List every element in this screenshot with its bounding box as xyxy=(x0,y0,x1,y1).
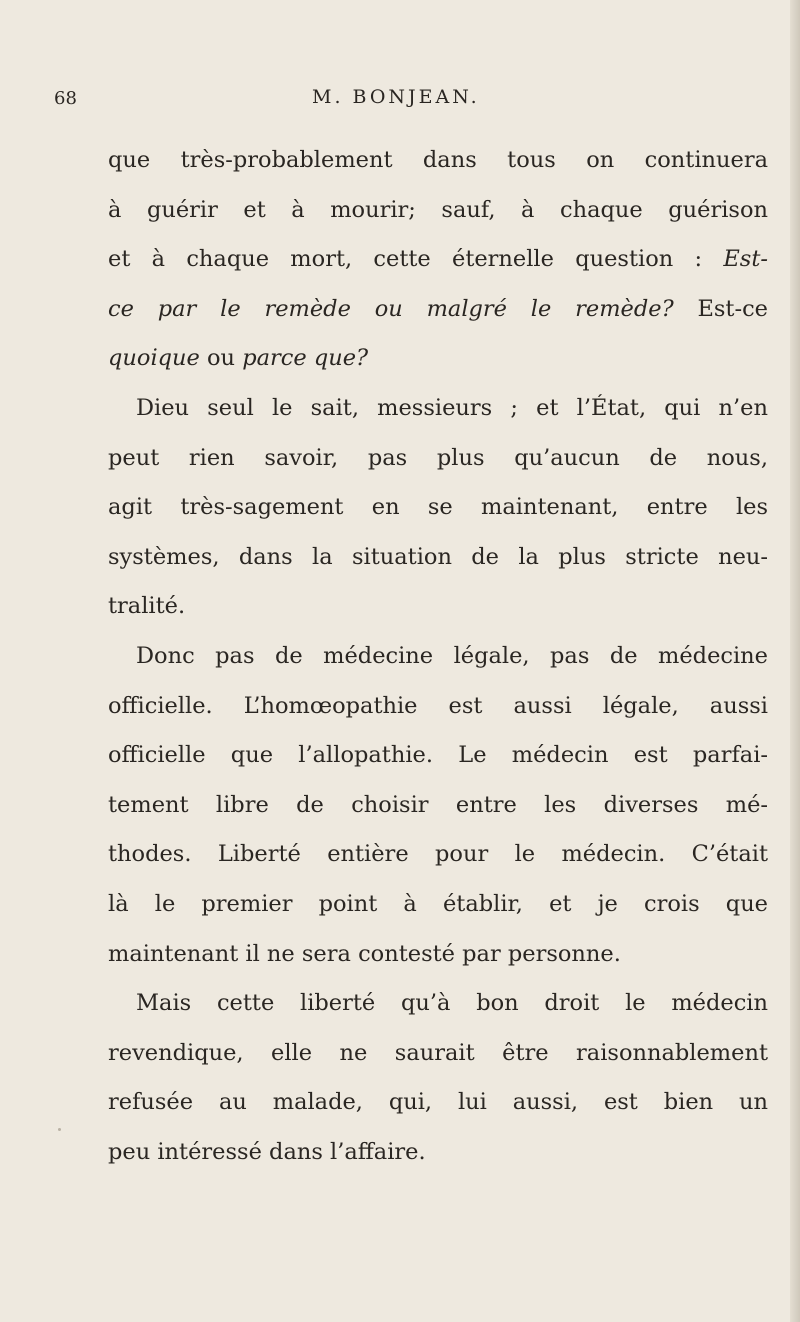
text-segment: maintenant il ne sera contesté par personne. xyxy=(108,940,621,967)
text-line xyxy=(108,682,768,732)
text-line xyxy=(108,434,768,484)
text-line xyxy=(108,930,768,980)
text-segment: peu intéressé dans l’affaire. xyxy=(108,1138,426,1165)
italic-text: Est- xyxy=(723,246,768,273)
italic-text: quoique xyxy=(108,345,200,372)
text-segment: ou xyxy=(199,345,243,372)
text-line xyxy=(108,632,768,682)
text-line xyxy=(108,830,768,880)
text-segment: revendique, elle ne saurait être raisonnablement xyxy=(108,1039,768,1066)
page-header xyxy=(0,84,800,114)
text-line xyxy=(108,781,768,831)
text-segment: Est-ce xyxy=(673,295,768,322)
paper-speck xyxy=(58,1128,61,1131)
text-segment: systèmes, dans la situation de la plus stricte neu- xyxy=(108,543,768,570)
text-line xyxy=(108,1029,768,1079)
text-segment: Dieu seul le sait, messieurs ; et l’État, qui n’en xyxy=(136,394,768,421)
text-line xyxy=(108,979,768,1029)
text-segment: tralité. xyxy=(108,593,186,620)
text-line xyxy=(108,235,768,285)
text-line xyxy=(108,1078,768,1128)
text-line xyxy=(108,136,768,186)
text-segment: à guérir et à mourir; sauf, à chaque guérison xyxy=(108,196,768,223)
running-head: M. BONJEAN. xyxy=(312,86,480,108)
body-text xyxy=(108,136,768,1177)
text-line xyxy=(108,731,768,781)
text-line xyxy=(108,880,768,930)
text-segment: officielle que l’allopathie. Le médecin est parfai- xyxy=(108,742,768,769)
text-segment: et à chaque mort, cette éternelle question : xyxy=(108,246,724,273)
text-line xyxy=(108,384,768,434)
text-segment: que très-probablement dans tous on continuera xyxy=(108,147,768,173)
text-segment: refusée au malade, qui, lui aussi, est bien un xyxy=(108,1089,768,1116)
text-line xyxy=(108,334,768,384)
text-segment: peut rien savoir, pas plus qu’aucun de nous, xyxy=(108,444,768,471)
text-line xyxy=(108,186,768,236)
text-segment: agit très-sagement en se maintenant, entre les xyxy=(108,494,768,521)
text-line xyxy=(108,1128,768,1178)
text-segment: officielle. L’homœopathie est aussi légale, aussi xyxy=(108,692,768,719)
text-segment: thodes. Liberté entière pour le médecin. C’était xyxy=(108,841,768,868)
text-segment: tement libre de choisir entre les diverses mé- xyxy=(108,791,768,818)
text-line xyxy=(108,582,768,632)
text-line xyxy=(108,483,768,533)
text-segment: Mais cette liberté qu’à bon droit le médecin xyxy=(136,990,768,1017)
text-segment: Donc pas de médecine légale, pas de médecine xyxy=(136,642,768,669)
italic-text: ce par le remède ou malgré le remède? xyxy=(108,295,674,322)
page-number: 68 xyxy=(54,88,77,109)
text-line xyxy=(108,533,768,583)
text-segment: là le premier point à établir, et je crois que xyxy=(108,890,768,917)
text-line xyxy=(108,285,768,335)
page-edge xyxy=(790,0,800,1322)
italic-text: parce que? xyxy=(242,345,369,372)
